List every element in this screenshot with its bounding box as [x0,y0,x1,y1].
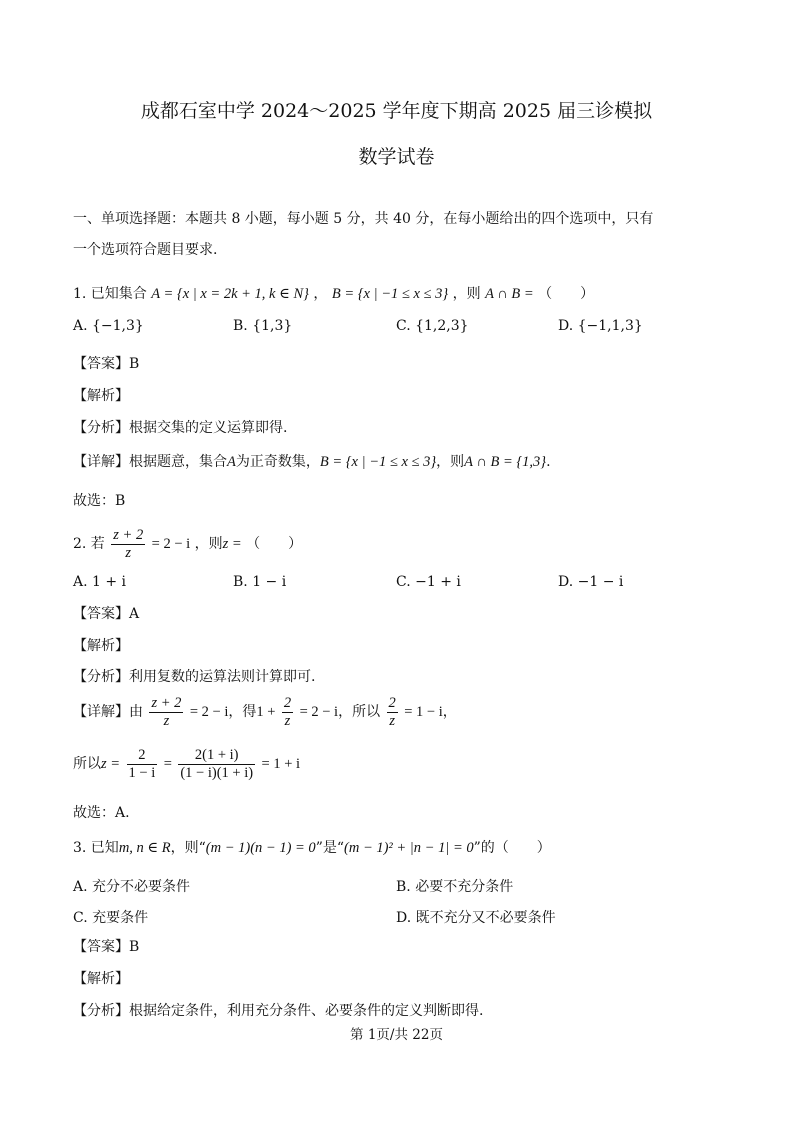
q2-detail-frac1-num: z + 2 [151,694,182,711]
q2-option-d: D. −1 − i [558,574,624,590]
q2-detail [73,694,457,730]
section-intro-line2: 一个选项符合题目要求. [73,242,218,258]
q3-option-d: D. 既不充分又不必要条件 [396,910,556,926]
page-number: 第 1页/共 22页 [350,1027,443,1043]
q3-end: ”的（ ） [473,840,551,856]
q2-detail-frac2 [282,695,293,730]
section-intro-line1: 一、单项选择题：本题共 8 小题，每小题 5 分，共 40 分，在每小题给出的四个选项中，只有 [73,211,654,227]
q2-option-b: B. 1 − i [233,574,287,590]
q3-mid: ”是“ [315,840,345,856]
q2-detail-eq3: = 1 − i [404,704,443,720]
q1-analysis-head: 【解析】 [73,388,129,404]
q1-expr: A ∩ B = [485,286,534,302]
q3-cond2: (m − 1)² + |n − 1| = 0 [344,840,474,856]
q1-detail-result: A ∩ B = {1,3} [464,454,547,470]
q2-line2-frac1-num: 2 [127,747,158,765]
q2-prefix: 2. 若 [73,536,105,552]
q3-answer: 【答案】B [73,939,140,955]
q2-fraction [111,527,145,562]
q2-detail-frac1-den: z [163,712,170,729]
q2-detail-so: ，所以 [338,704,381,720]
q3-option-a: A. 充分不必要条件 [73,879,191,895]
q1-detail-mid: 为正奇数集， [235,454,320,470]
question-2-stem [73,526,302,562]
q1-option-b: B. {1,3} [233,318,293,334]
q1-option-a: A. {−1,3} [73,318,144,334]
q2-detail-pre: 【详解】由 [73,704,143,720]
q2-line2-z: z = [101,756,121,772]
q2-line2-frac1-den: 1 − i [128,764,156,781]
q2-detail-one: 1 + [256,704,276,720]
q2-choice: 故选：A. [73,805,130,821]
exam-subtitle: 数学试卷 [358,146,435,168]
q2-line2-frac2-num: 2(1 + i) [178,747,255,765]
q1-sep: ， [313,286,328,302]
q1-set-b: B = {x | −1 ≤ x ≤ 3} [331,286,449,302]
q2-eq: = 2 − i [151,536,191,552]
q2-line2-frac1 [127,747,158,782]
q2-answer: 【答案】A [73,606,140,622]
q1-detail-end: . [546,454,551,470]
q2-analysis: 【分析】利用复数的运算法则计算即可. [73,669,316,685]
q1-choice: 故选：B [73,493,126,509]
q2-tail: ，则 [194,536,223,552]
q2-line2-eq: = [163,756,172,772]
q1-detail-then: ，则 [436,454,465,470]
q2-frac-den: z [125,544,132,561]
q2-detail-eq2: = 2 − i [299,704,339,720]
exam-title: 成都石室中学 2024～2025 学年度下期高 2025 届三诊模拟 [140,100,653,122]
q3-cond1: (m − 1)(n − 1) = 0 [205,840,316,856]
q2-detail-frac3 [387,695,398,730]
q2-detail-eq1: = 2 − i [189,704,229,720]
q1-detail-pre: 【详解】根据题意，集合 [73,454,227,470]
q2-frac-num: z + 2 [113,526,144,543]
q2-option-a: A. 1 + i [73,574,127,590]
q1-answer: 【答案】B [73,356,140,372]
q2-detail-end: ， [442,704,457,720]
q2-option-c: C. −1 + i [396,574,461,590]
q2-detail-frac3-den: z [389,712,395,729]
q3-option-c: C. 充要条件 [73,910,149,926]
q2-detail-frac1 [149,695,183,730]
q3-mn: m, n ∈ R [118,840,171,856]
q2-analysis-head: 【解析】 [73,638,129,654]
q1-detail-b: B = {x | −1 ≤ x ≤ 3} [319,454,437,470]
q1-option-d: D. {−1,1,3} [558,318,643,334]
q1-analysis: 【分析】根据交集的定义运算即得. [73,420,288,436]
q2-detail-frac2-num: 2 [283,694,292,711]
q2-z: z = [222,536,242,552]
q2-paren: （ ） [246,536,303,552]
q1-set-a: A = {x | x = 2k + 1, k ∈ N} [151,286,309,302]
question-3-stem [73,838,551,858]
q3-tail: ，则“ [170,840,206,856]
q3-analysis-head: 【解析】 [73,971,129,987]
q2-detail-frac3-num: 2 [388,694,396,711]
q2-line2-frac2 [178,747,255,782]
q1-detail-a: A [227,454,236,470]
question-1-stem [73,284,594,304]
q1-detail [73,452,551,472]
q1-tail: ，则 [452,286,481,302]
q2-detail-get: ，得 [228,704,257,720]
q2-line2-pre: 所以 [73,756,101,772]
q1-paren: （ ） [538,286,595,302]
q3-option-b: B. 必要不充分条件 [396,879,514,895]
q1-option-c: C. {1,2,3} [396,318,469,334]
q1-prefix: 1. 已知集合 [73,286,147,302]
q2-line2-result: = 1 + i [261,756,301,772]
q3-prefix: 3. 已知 [73,840,119,856]
q2-line2-frac2-den: (1 − i)(1 + i) [180,764,254,781]
q2-detail-frac2-den: z [284,712,291,729]
q2-detail-line2 [73,744,300,784]
q3-analysis: 【分析】根据给定条件，利用充分条件、必要条件的定义判断即得. [73,1003,484,1019]
